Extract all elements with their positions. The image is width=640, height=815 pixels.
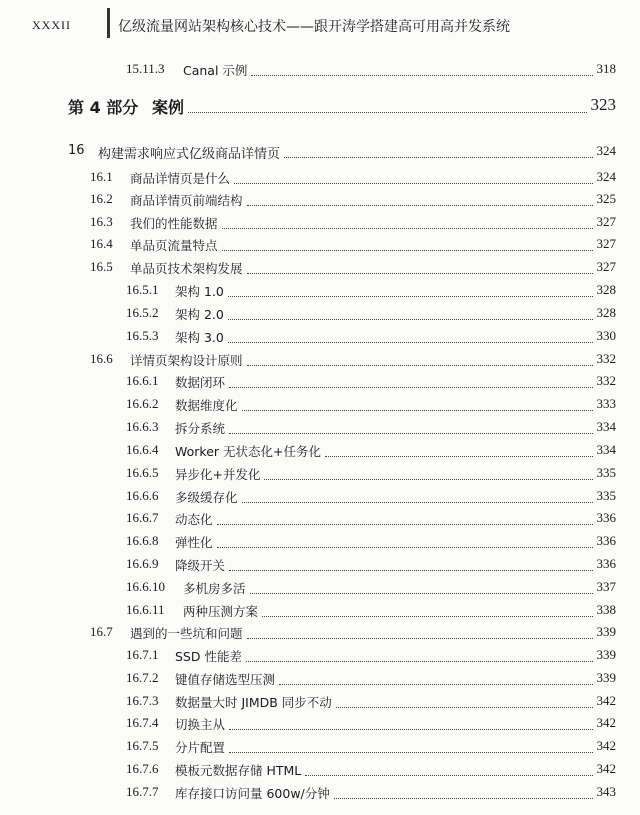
toc-entry-page: 335	[596, 488, 616, 503]
dot-leader	[188, 112, 586, 113]
toc-entry-page: 342	[596, 761, 616, 776]
toc-entry-page: 336	[596, 533, 616, 548]
toc-entry-title: 键值存储选型压测	[175, 672, 276, 687]
toc-entry[interactable]	[0, 602, 640, 625]
toc-entry-title: 遇到的一些坑和问题	[130, 626, 243, 641]
toc-entry-title: 分片配置	[175, 740, 226, 755]
toc-entry[interactable]	[0, 169, 640, 192]
toc-entry-title: 异步化+并发化	[175, 467, 261, 482]
toc-entry[interactable]	[0, 693, 640, 716]
toc-entry-title: Canal 示例	[183, 63, 248, 78]
toc-entry-title: 多机房多活	[183, 581, 246, 596]
toc-entry[interactable]	[0, 95, 640, 123]
toc-entry-page: 339	[596, 624, 616, 639]
toc-entry-page: 343	[596, 784, 616, 799]
toc-entry-title: Worker 无状态化+任务化	[175, 444, 321, 459]
toc-entry-title: 商品详情页是什么	[130, 171, 231, 186]
dot-leader	[262, 616, 592, 617]
toc-entry[interactable]	[0, 624, 640, 647]
toc-entry-number: 16.6.8	[126, 533, 159, 548]
toc-entry-title: 数据维度化	[175, 398, 238, 413]
toc-entry-page: 342	[596, 693, 616, 708]
toc-entry-number: 16.6.1	[126, 373, 159, 388]
toc-entry-page: 342	[596, 715, 616, 730]
toc-entry[interactable]	[0, 556, 640, 579]
toc-entry-number: 16.4	[90, 236, 113, 251]
toc-entry-page: 330	[596, 328, 616, 343]
toc-entry-title: 切换主从	[175, 717, 226, 732]
toc-entry-title: 两种压测方案	[183, 604, 259, 619]
toc-entry-page: 323	[590, 95, 616, 114]
toc-entry-page: 334	[596, 419, 616, 434]
toc-entry[interactable]	[0, 396, 640, 419]
toc-entry-page: 336	[596, 556, 616, 571]
toc-entry-title: 降级开关	[175, 558, 226, 573]
toc-entry[interactable]	[0, 488, 640, 511]
toc-entry-title: 单品页流量特点	[130, 238, 218, 253]
toc-entry-title: 多级缓存化	[175, 490, 238, 505]
dot-leader	[228, 296, 593, 297]
toc-entry-number: 16.6.7	[126, 510, 159, 525]
toc-entry[interactable]	[0, 465, 640, 488]
toc-entry-number: 16.7.7	[126, 784, 159, 799]
dot-leader	[217, 547, 593, 548]
toc-entry-title: 我们的性能数据	[130, 216, 218, 231]
dot-leader	[222, 250, 593, 251]
dot-leader	[229, 570, 592, 571]
toc-entry[interactable]	[0, 143, 640, 166]
toc-entry-page: 324	[596, 143, 616, 158]
toc-entry-title: 数据量大时 JIMDB 同步不动	[175, 695, 332, 710]
toc-entry-number: 15.11.3	[126, 61, 165, 76]
dot-leader	[228, 342, 593, 343]
toc-entry-title: SSD 性能差	[175, 649, 242, 664]
dot-leader	[229, 752, 592, 753]
dot-leader	[251, 75, 592, 76]
dot-leader	[264, 479, 592, 480]
toc-entry[interactable]	[0, 282, 640, 305]
toc-entry-page: 332	[596, 351, 616, 366]
dot-leader	[242, 410, 593, 411]
toc-entry-number: 16.6.2	[126, 396, 159, 411]
book-title: 亿级流量网站架构核心技术——跟开涛学搭建高可用高并发系统	[118, 19, 510, 35]
header-divider	[107, 8, 110, 38]
toc-entry[interactable]	[0, 191, 640, 214]
dot-leader	[336, 707, 593, 708]
toc-entry-number: 16.7	[90, 624, 113, 639]
toc-entry[interactable]	[0, 510, 640, 533]
toc-entry-title: 案例	[152, 98, 185, 117]
toc-entry[interactable]	[0, 214, 640, 237]
toc-entry[interactable]	[0, 761, 640, 784]
toc-entry-title: 动态化	[175, 512, 213, 527]
toc-entry-title: 数据闭环	[175, 375, 226, 390]
toc-entry-number: 16.6.3	[126, 419, 159, 434]
toc-entry-title: 架构 2.0	[175, 307, 224, 322]
toc-entry-number: 16.6.4	[126, 442, 159, 457]
page-header	[0, 0, 640, 40]
dot-leader	[234, 183, 592, 184]
toc-entry[interactable]	[0, 305, 640, 328]
page-number: XXXII	[32, 18, 71, 32]
dot-leader	[250, 593, 593, 594]
toc-entry-number: 16.2	[90, 191, 113, 206]
toc-entry[interactable]	[0, 533, 640, 556]
dot-leader	[217, 524, 593, 525]
toc-entry[interactable]	[0, 351, 640, 374]
toc-entry-title: 弹性化	[175, 535, 213, 550]
toc-entry[interactable]	[0, 579, 640, 602]
toc-entry-number: 16.6.9	[126, 556, 159, 571]
toc-entry-page: 333	[596, 396, 616, 411]
toc-entry-page: 335	[596, 465, 616, 480]
toc-entry-number: 16	[68, 143, 85, 158]
toc-entry[interactable]	[0, 236, 640, 259]
toc-entry[interactable]	[0, 419, 640, 442]
toc-entry-title: 架构 1.0	[175, 284, 224, 299]
dot-leader	[284, 157, 592, 158]
toc-entry-page: 318	[596, 61, 616, 76]
toc-entry-page: 328	[596, 282, 616, 297]
dot-leader	[246, 661, 593, 662]
toc-entry-number: 16.3	[90, 214, 113, 229]
toc-entry-number: 16.5.3	[126, 328, 159, 343]
dot-leader	[247, 638, 593, 639]
toc-entry-number: 第 4 部分	[68, 98, 139, 117]
toc-entry-number: 16.6.5	[126, 465, 159, 480]
dot-leader	[279, 684, 592, 685]
toc-entry-page: 334	[596, 442, 616, 457]
toc-entry[interactable]	[0, 61, 640, 84]
dot-leader	[229, 729, 592, 730]
toc-entry-number: 16.5	[90, 259, 113, 274]
toc-entry-number: 16.6.6	[126, 488, 159, 503]
toc-entry-number: 16.7.2	[126, 670, 159, 685]
toc-entry-page: 342	[596, 738, 616, 753]
dot-leader	[222, 228, 593, 229]
toc-entry-number: 16.7.5	[126, 738, 159, 753]
toc-entry[interactable]	[0, 442, 640, 465]
toc-entry-page: 339	[596, 670, 616, 685]
toc-entry-number: 16.7.1	[126, 647, 159, 662]
dot-leader	[305, 775, 592, 776]
toc-entry-title: 构建需求响应式亿级商品详情页	[98, 147, 281, 162]
toc-entry-page: 328	[596, 305, 616, 320]
dot-leader	[334, 798, 593, 799]
dot-leader	[242, 502, 593, 503]
toc-entry-page: 339	[596, 647, 616, 662]
toc-entry-number: 16.6	[90, 351, 113, 366]
dot-leader	[247, 205, 593, 206]
toc-entry-number: 16.6.11	[126, 602, 165, 617]
toc-entry-number: 16.7.3	[126, 693, 159, 708]
toc-entry[interactable]	[0, 715, 640, 738]
dot-leader	[229, 433, 592, 434]
toc-entry-title: 模板元数据存储 HTML	[175, 763, 302, 778]
toc-entry-title: 详情页架构设计原则	[130, 353, 243, 368]
toc-entry-page: 337	[596, 579, 616, 594]
toc-entry-title: 商品详情页前端结构	[130, 193, 243, 208]
toc-entry[interactable]	[0, 328, 640, 351]
toc-entry-page: 336	[596, 510, 616, 525]
toc-entry-page: 327	[596, 259, 616, 274]
dot-leader	[247, 273, 593, 274]
toc-entry-title: 单品页技术架构发展	[130, 261, 243, 276]
toc-entry[interactable]	[0, 784, 640, 807]
toc-entry-page: 327	[596, 214, 616, 229]
toc-entry-page: 338	[596, 602, 616, 617]
dot-leader	[229, 387, 592, 388]
toc-entry-page: 324	[596, 169, 616, 184]
toc-entry-page: 325	[596, 191, 616, 206]
toc-entry-title: 库存接口访问量 600w/分钟	[175, 786, 330, 801]
dot-leader	[325, 456, 593, 457]
toc-entry-number: 16.1	[90, 169, 113, 184]
toc-entry[interactable]	[0, 670, 640, 693]
toc-entry[interactable]	[0, 373, 640, 396]
toc-entry[interactable]	[0, 738, 640, 761]
toc-entry-title: 拆分系统	[175, 421, 226, 436]
toc-entry-number: 16.5.2	[126, 305, 159, 320]
toc-entry-number: 16.7.6	[126, 761, 159, 776]
toc-entry[interactable]	[0, 259, 640, 282]
dot-leader	[247, 365, 593, 366]
toc-entry-page: 332	[596, 373, 616, 388]
toc-entry-page: 327	[596, 236, 616, 251]
toc-entry-title: 架构 3.0	[175, 330, 224, 345]
toc-entry-number: 16.5.1	[126, 282, 159, 297]
toc-entry-number: 16.7.4	[126, 715, 159, 730]
toc-entry-number: 16.6.10	[126, 579, 165, 594]
toc-entry[interactable]	[0, 647, 640, 670]
dot-leader	[228, 319, 593, 320]
